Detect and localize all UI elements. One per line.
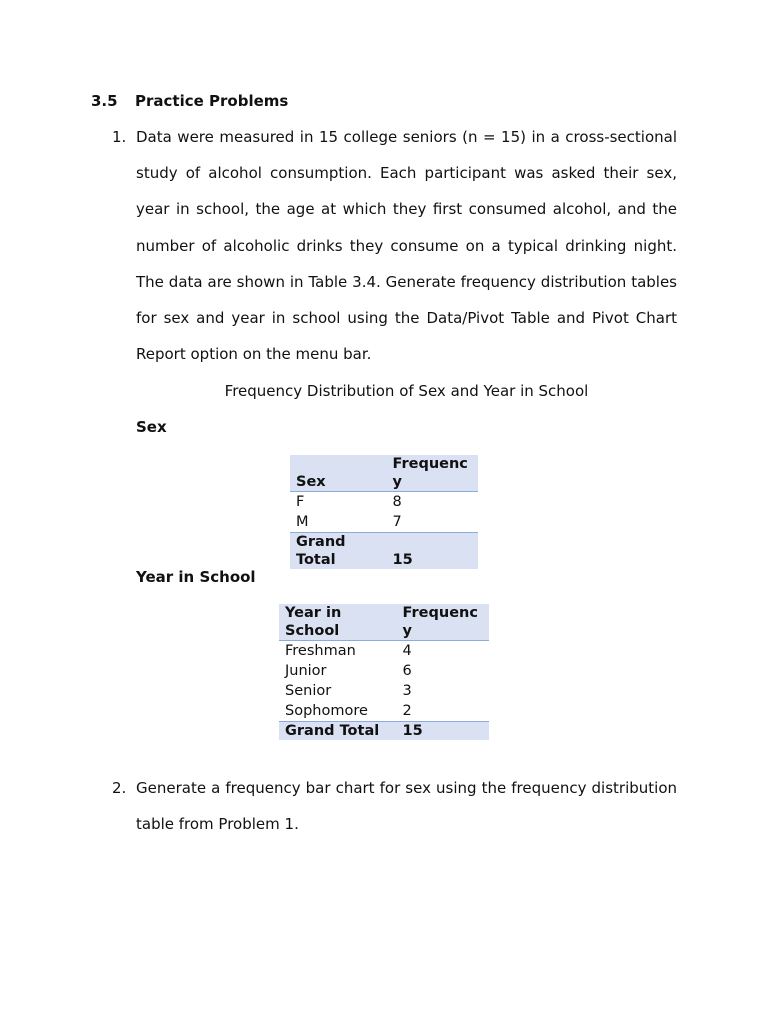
table-row (290, 512, 478, 533)
table-row (290, 492, 478, 513)
grand-total-row (279, 722, 489, 741)
table-row (279, 681, 489, 701)
section-heading (91, 92, 288, 110)
sex-table-heading: Sex (136, 418, 167, 436)
table-row (279, 661, 489, 681)
cell-year: Freshman (285, 643, 356, 659)
grand-total-value: 15 (397, 722, 489, 741)
column-header-sex: Sex (290, 455, 386, 492)
problem-number: 2. (112, 779, 127, 797)
cell-year: Senior (285, 683, 332, 699)
grand-total-label-text: Grand Total (296, 534, 346, 568)
sex-frequency-table (290, 455, 478, 569)
cell-frequency: 6 (402, 663, 412, 679)
grand-total-value: 15 (386, 533, 478, 570)
column-header-frequency: Frequency (397, 604, 489, 641)
section-number: 3.5 (91, 92, 118, 110)
cell-frequency: 4 (402, 643, 412, 659)
year-table-heading: Year in School (136, 568, 256, 586)
problem-text: Generate a frequency bar chart for sex using the frequency distribution table from Problem 1. (136, 779, 677, 834)
cell-sex: F (296, 494, 305, 510)
table-caption: Frequency Distribution of Sex and Year in School (224, 382, 589, 400)
cell-year: Sophomore (285, 703, 368, 719)
table-header-row (290, 455, 478, 492)
column-header-frequency: Frequency (386, 455, 478, 492)
problem-text: Data were measured in 15 college seniors (n = 15) in a cross-sectional study of alcohol consumption. Each participant was asked their sex, year in school, the age at which they first consumed alcohol, and the number of alcoholic drinks they consume on a typical drinking night. The data are shown in Table 3.4. Generate frequency distribution tables for sex and year in school using the Data/Pivot Table and Pivot Chart Report option on the menu bar. (136, 128, 677, 364)
grand-total-label (290, 533, 386, 570)
cell-sex: M (296, 514, 309, 530)
cell-frequency: 8 (392, 494, 402, 510)
cell-frequency: 7 (392, 514, 402, 530)
grand-total-label: Grand Total (279, 722, 397, 741)
cell-frequency: 3 (402, 683, 412, 699)
year-frequency-table (279, 604, 489, 740)
table-header-row (279, 604, 489, 641)
cell-year: Junior (285, 663, 327, 679)
grand-total-row (290, 533, 478, 570)
problem-number: 1. (112, 128, 127, 146)
column-header-year-in-school: Year in School (279, 604, 397, 641)
table-row (279, 641, 489, 662)
cell-frequency: 2 (402, 703, 412, 719)
section-title: Practice Problems (135, 92, 289, 110)
table-row (279, 701, 489, 722)
